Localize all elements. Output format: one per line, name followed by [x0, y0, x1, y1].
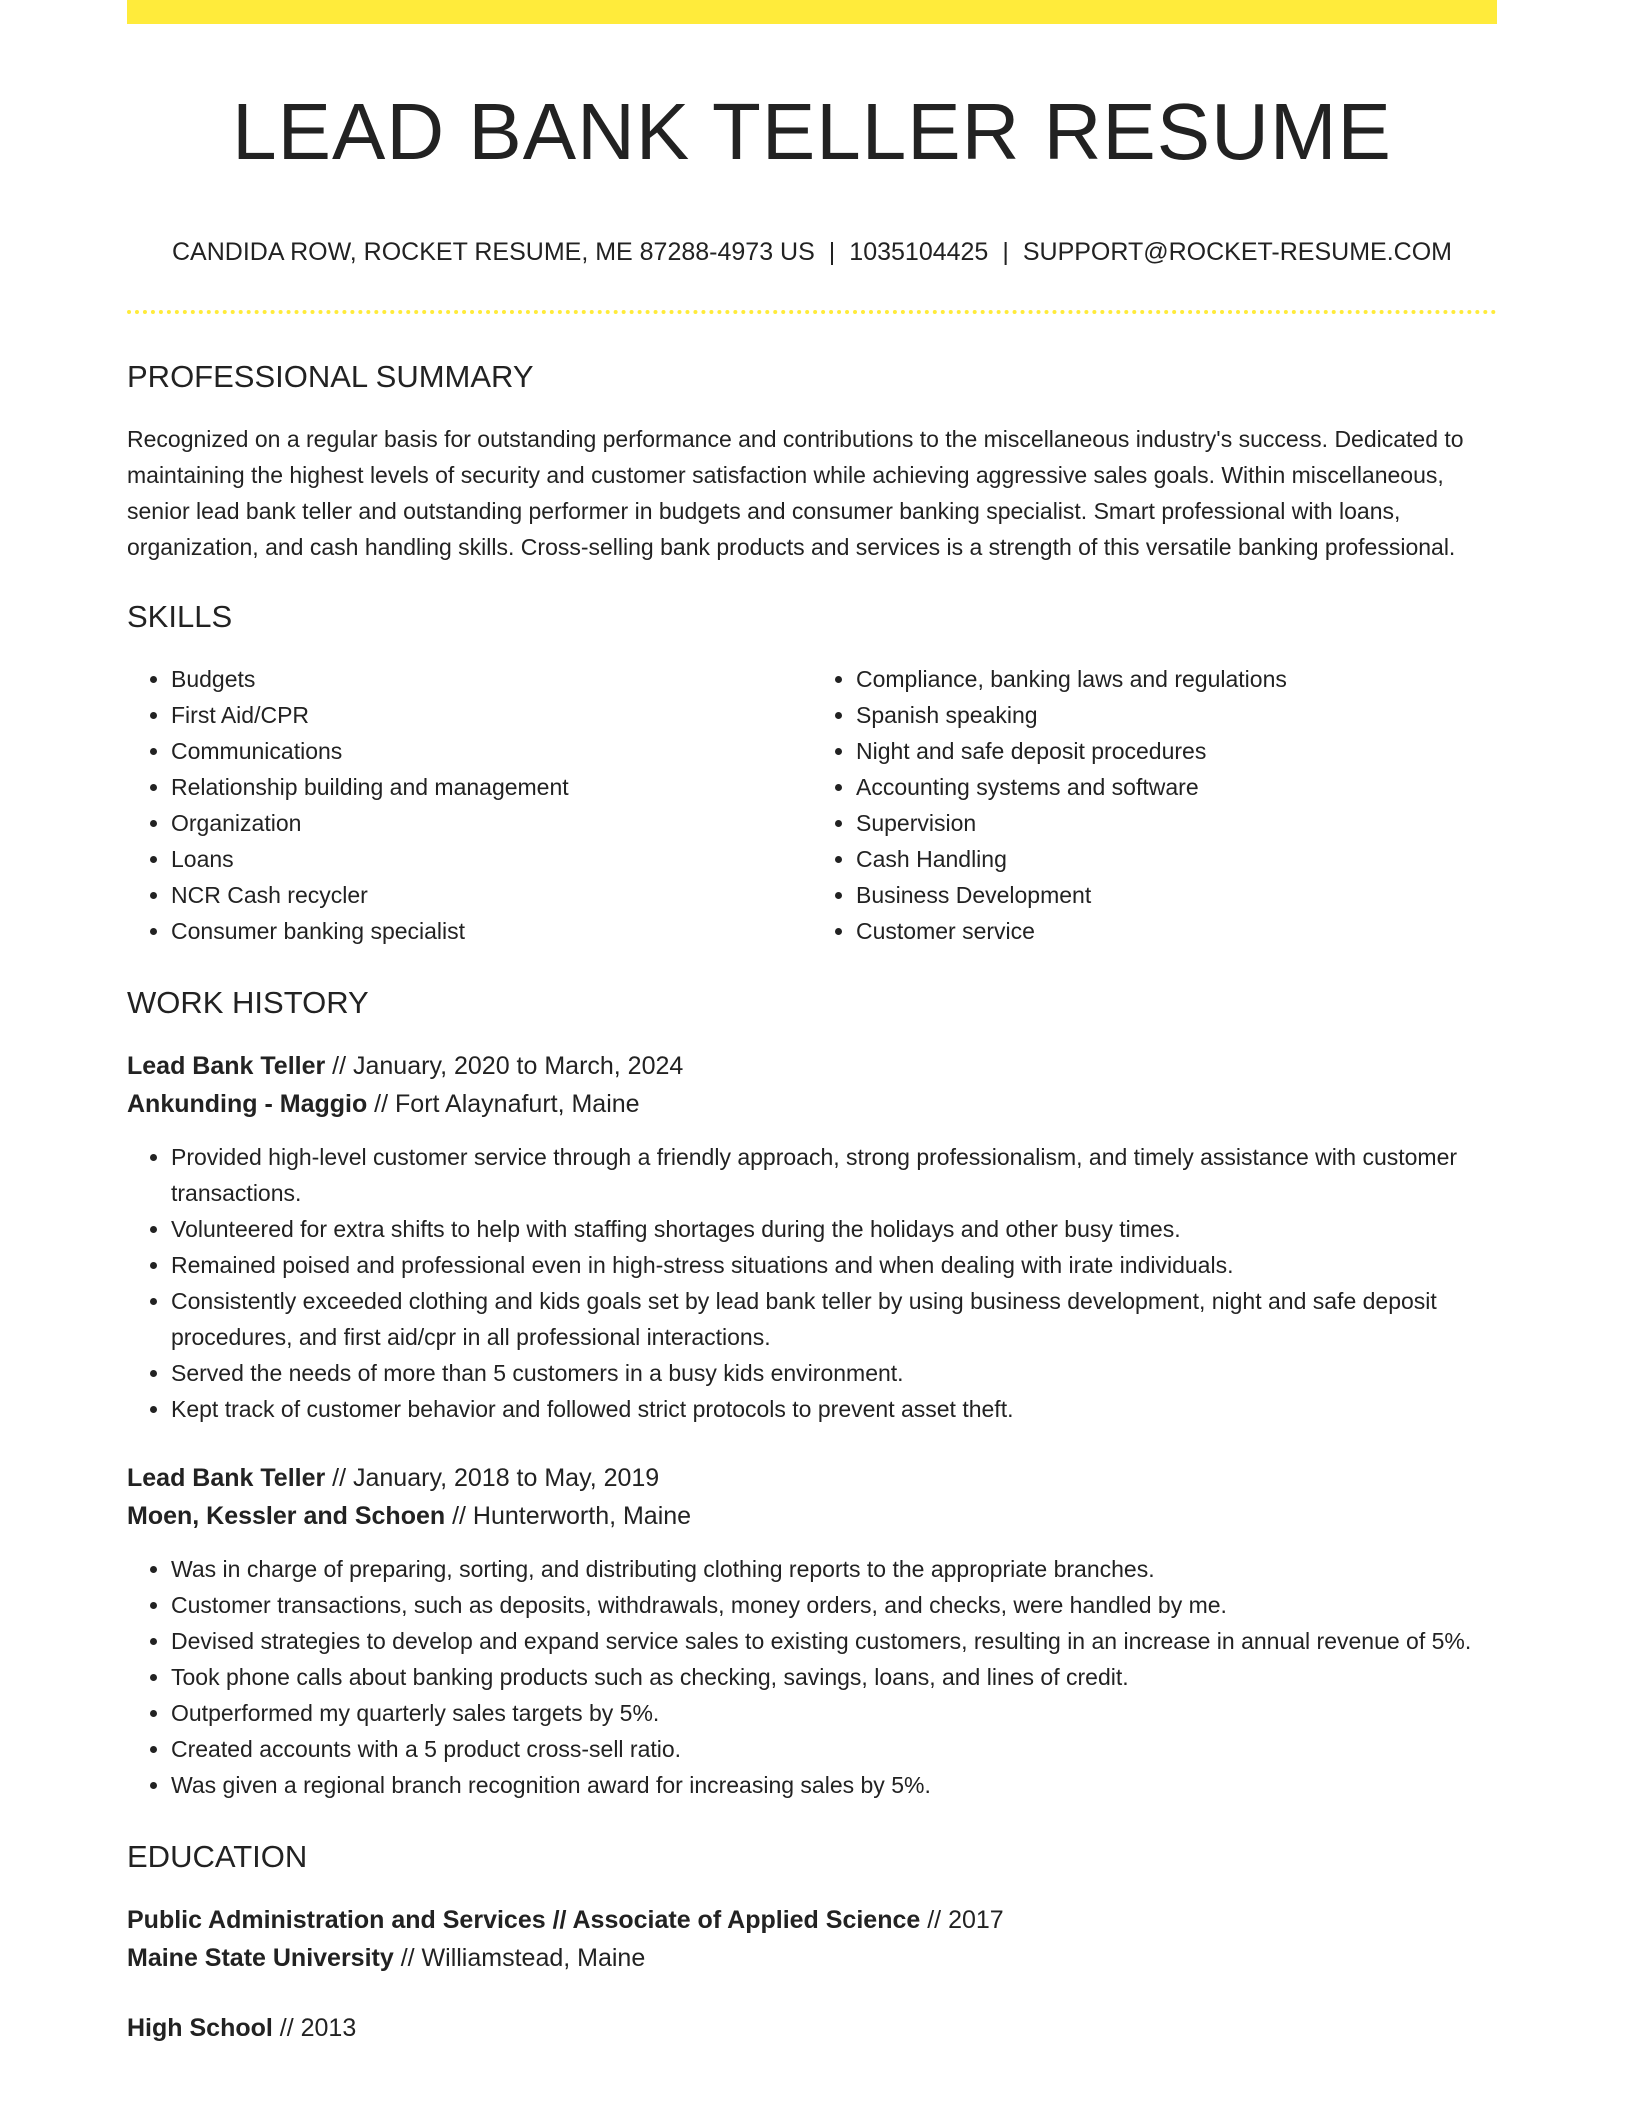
- education-degree: Public Administration and Services // Associate of Applied Science: [127, 1906, 921, 1934]
- job-entry: [127, 1047, 1497, 1427]
- job-bullet: • Remained poised and professional even in high-stress situations and when dealing with irate individuals.: [171, 1247, 1497, 1283]
- job-company: Ankunding - Maggio: [127, 1090, 368, 1118]
- summary-text: Recognized on a regular basis for outstanding performance and contributions to the miscellaneous industry's success. Dedicated to maintaining the highest levels of security and customer satisfaction while achieving aggressive sales goals. Within miscellaneous, senior lead bank teller and outstanding performer in budgets and consumer banking specialist. Smart professional with loans, organization, and cash handling skills. Cross-selling bank products and services is a strength of this versatile banking professional.: [127, 426, 1464, 560]
- education-school: Maine State University: [127, 1944, 394, 1972]
- job-bullet: • Kept track of customer behavior and followed strict protocols to prevent asset theft.: [171, 1391, 1497, 1427]
- job-company: Moen, Kessler and Schoen: [127, 1502, 446, 1530]
- job-bullet-list: [127, 1551, 1497, 1803]
- accent-top-bar: [127, 0, 1497, 24]
- job-bullet: • Took phone calls about banking products such as checking, savings, loans, and lines of credit.: [171, 1659, 1497, 1695]
- job-title: Lead Bank Teller: [127, 1052, 326, 1080]
- skills-list-left: [127, 661, 812, 949]
- job-bullet: • Was in charge of preparing, sorting, and distributing clothing reports to the appropriate branches.: [171, 1551, 1497, 1587]
- skill-item: • Accounting systems and software: [856, 769, 1497, 805]
- resume-title: LEAD BANK TELLER RESUME: [232, 87, 1392, 176]
- contact-separator: |: [1002, 238, 1009, 266]
- education-entry: [127, 2009, 1497, 2047]
- job-company-line: [127, 1085, 1497, 1123]
- job-bullet: • Served the needs of more than 5 customers in a busy kids environment.: [171, 1355, 1497, 1391]
- skills-list-right: [812, 661, 1497, 949]
- resume-content: [127, 24, 1497, 2047]
- job-bullet: • Volunteered for extra shifts to help with staffing shortages during the holidays and other busy times.: [171, 1211, 1497, 1247]
- skill-item: • Night and safe deposit procedures: [856, 733, 1497, 769]
- job-bullet: • Customer transactions, such as deposits, withdrawals, money orders, and checks, were handled by me.: [171, 1587, 1497, 1623]
- education-school-line: [127, 1939, 1497, 1977]
- job-bullet: • Outperformed my quarterly sales targets by 5%.: [171, 1695, 1497, 1731]
- job-entry: [127, 1459, 1497, 1803]
- job-bullet-list: [127, 1139, 1497, 1427]
- education-degree: High School: [127, 2014, 273, 2042]
- skill-item: • First Aid/CPR: [171, 697, 812, 733]
- contact-email: SUPPORT@ROCKET-RESUME.COM: [1022, 238, 1452, 266]
- skill-item: • Communications: [171, 733, 812, 769]
- job-company-line: [127, 1497, 1497, 1535]
- skill-item: • Compliance, banking laws and regulations: [856, 661, 1497, 697]
- skill-item: • Business Development: [856, 877, 1497, 913]
- dotted-divider: [127, 310, 1497, 314]
- job-dates: // January, 2018 to May, 2019: [325, 1464, 660, 1492]
- job-location: // Hunterworth, Maine: [445, 1502, 692, 1530]
- skill-item: • Spanish speaking: [856, 697, 1497, 733]
- education-entry: [127, 1901, 1497, 1977]
- job-location: // Fort Alaynafurt, Maine: [367, 1090, 640, 1118]
- contact-address: CANDIDA ROW, ROCKET RESUME, ME 87288-4973 US: [172, 238, 815, 266]
- job-bullet: • Was given a regional branch recognition award for increasing sales by 5%.: [171, 1767, 1497, 1803]
- contact-line: [127, 236, 1497, 268]
- skill-item: • Consumer banking specialist: [171, 913, 812, 949]
- skills-heading: SKILLS: [127, 599, 233, 634]
- job-title: Lead Bank Teller: [127, 1464, 326, 1492]
- job-bullet: • Consistently exceeded clothing and kids goals set by lead bank teller by using business development, night and safe deposit procedures, and first aid/cpr in all professional interactions.: [171, 1283, 1497, 1355]
- job-bullet: • Provided high-level customer service through a friendly approach, strong professionalism, and timely assistance with customer transactions.: [171, 1139, 1497, 1211]
- job-title-line: [127, 1047, 1497, 1085]
- job-title-line: [127, 1459, 1497, 1497]
- skill-item: • NCR Cash recycler: [171, 877, 812, 913]
- skill-item: • Relationship building and management: [171, 769, 812, 805]
- education-degree-line: [127, 2009, 1497, 2047]
- job-bullet: • Created accounts with a 5 product cross-sell ratio.: [171, 1731, 1497, 1767]
- education-location: // Williamstead, Maine: [393, 1944, 646, 1972]
- skill-item: • Budgets: [171, 661, 812, 697]
- skill-item: • Loans: [171, 841, 812, 877]
- education-year: // 2013: [272, 2014, 357, 2042]
- skill-item: • Cash Handling: [856, 841, 1497, 877]
- education-degree-line: [127, 1901, 1497, 1939]
- job-bullet: • Devised strategies to develop and expand service sales to existing customers, resulting in an increase in annual revenue of 5%.: [171, 1623, 1497, 1659]
- education-year: // 2017: [920, 1906, 1004, 1934]
- work-history-heading: WORK HISTORY: [127, 985, 369, 1020]
- education-heading: EDUCATION: [127, 1839, 308, 1874]
- skill-item: • Supervision: [856, 805, 1497, 841]
- skill-item: • Organization: [171, 805, 812, 841]
- skill-item: • Customer service: [856, 913, 1497, 949]
- job-dates: // January, 2020 to March, 2024: [325, 1052, 684, 1080]
- contact-separator: |: [828, 238, 836, 266]
- skills-columns: [127, 661, 1497, 949]
- summary-heading: PROFESSIONAL SUMMARY: [127, 359, 534, 394]
- contact-phone: 1035104425: [849, 238, 989, 266]
